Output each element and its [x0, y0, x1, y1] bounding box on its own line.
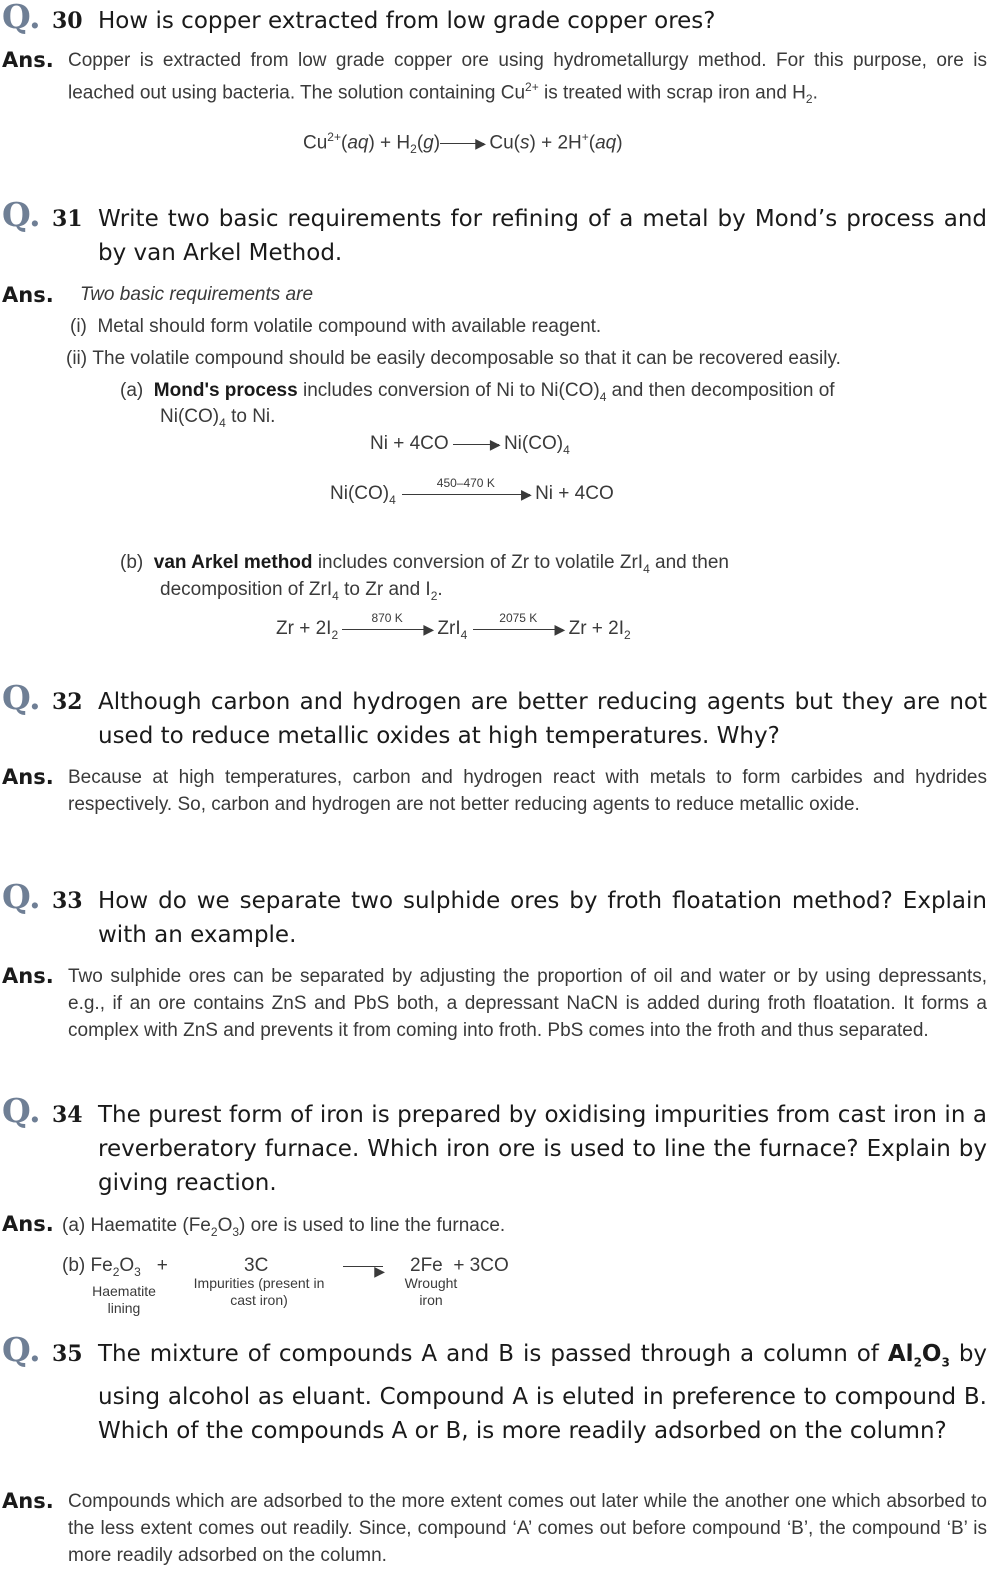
product-iron: 2Fe + 3CO	[410, 1255, 509, 1276]
question-text: How do we separate two sulphide ores by froth floatation method? Explain with an example.	[98, 888, 987, 948]
answer-32: Because at high temperatures, carbon and hydrogen react with metals to form carbides and hydrides respectively. So, carbon and hydrogen are not better reducing agents to reduce metallic oxide.	[68, 767, 987, 815]
ans-label: Ans.	[2, 765, 54, 789]
ans-label: Ans.	[2, 1489, 54, 1513]
answer-intro: Two basic requirements are	[80, 284, 314, 305]
answer-30: Copper is extracted from low grade copper ore using hydrometallurgy method. For this purpose, ore is leached out using bacteria. The solution containing $Cu^{2+}$ is treated with scrap iron and $H_2$.	[68, 50, 987, 107]
point-ii: (ii) The volatile compound should be easily decomposable so that it can be recovered easily.	[66, 348, 841, 369]
question-text: Write two basic requirements for refining of a metal by Mond’s process and by van Arkel Method.	[98, 206, 987, 266]
q-mark: Q.	[2, 0, 41, 36]
answer-34a: (a) Haematite $(Fe_2O_3)$ ore is used to line the furnace.	[62, 1215, 506, 1239]
question-30	[0, 0, 999, 38]
equation-copper: $Cu^{2+}(aq) + H_2(g)$ ▶ Cu(s) + 2H+(aq)	[303, 130, 623, 157]
point-b-cont: decomposition of ZrI$_4$ to Zr and $I_2$.	[160, 579, 443, 603]
point-a: (a) Mond's process includes conversion of Ni to $Ni(CO)_4$ and then decomposition of	[120, 380, 835, 404]
equation-van-arkel: $Zr + 2I_2$ 870 K ▶ ZrI$_4$ 2075 K ▶ $Zr + 2I_2$	[276, 610, 631, 642]
label-wrought: Wrought iron	[404, 1275, 458, 1308]
question-33	[0, 877, 999, 954]
question-number: 31	[52, 206, 83, 232]
question-number: 34	[52, 1102, 83, 1128]
question-number: 35	[52, 1341, 83, 1367]
ans-label: Ans.	[2, 48, 54, 72]
question-text: Although carbon and hydrogen are better reducing agents but they are not used to reduce metallic oxides at high temperatures. Why?	[98, 689, 987, 749]
label-impurities: Impurities (present in cast iron)	[193, 1275, 325, 1308]
question-34	[0, 1091, 999, 1202]
answer-34b-formula: (b) $Fe_2O_3$ +	[62, 1255, 168, 1279]
reactant-carbon: 3C	[244, 1255, 269, 1276]
q-mark: Q.	[2, 877, 41, 916]
ans-label: Ans.	[2, 1212, 54, 1236]
answer-33: Two sulphide ores can be separated by adjusting the proportion of oil and water or by using depressants, e.g., if an ore contains ZnS and PbS both, a depressant NaCN is added during froth floatation. It forms a complex with ZnS and prevents it from coming into froth. PbS comes into the froth and thus separated.	[68, 966, 987, 1041]
question-text: How is copper extracted from low grade copper ores?	[98, 8, 716, 34]
q-mark: Q.	[2, 195, 41, 234]
point-b: (b) van Arkel method includes conversion of Zr to volatile ZrI$_4$ and then	[120, 552, 729, 576]
question-35	[0, 1330, 999, 1477]
question-text: The mixture of compounds A and B is passed through a column of $Al_2O_3$ by using alcohol as eluant. Compound A is eluted in preference to compound B. Which of the compounds A or B, is more readily adsorbed on the column?	[98, 1341, 988, 1444]
question-number: 33	[52, 888, 83, 914]
point-i: (i) Metal should form volatile compound with available reagent.	[70, 316, 602, 337]
q-mark: Q.	[2, 678, 41, 717]
equation-mond-1: Ni + 4CO ▶ $Ni(CO)_4$	[370, 433, 570, 457]
question-31	[0, 195, 999, 272]
q-mark: Q.	[2, 1330, 41, 1369]
question-number: 32	[52, 689, 83, 715]
question-text: The purest form of iron is prepared by oxidising impurities from cast iron in a reverberatory furnace. Which iron ore is used to line the furnace? Explain by giving reaction.	[98, 1102, 987, 1196]
reaction-arrow: ▶	[343, 1252, 383, 1279]
question-number: 30	[52, 8, 83, 34]
q-mark: Q.	[2, 1091, 41, 1130]
label-haematite: Haematite lining	[92, 1283, 156, 1316]
answer-35: Compounds which are adsorbed to the more extent comes out later while the another one which absorbed to the less extent comes out readily. Since, compound ‘A’ comes out before compound ‘B’, the compound ‘B’ is more readily adsorbed on the column.	[68, 1491, 987, 1566]
ans-label: Ans.	[2, 283, 54, 307]
point-a-cont: $Ni(CO)_4$ to Ni.	[160, 406, 276, 430]
ans-label: Ans.	[2, 964, 54, 988]
question-32	[0, 678, 999, 755]
equation-mond-2: $Ni(CO)_4$ 450–470 K ▶ Ni + 4CO	[330, 475, 614, 507]
